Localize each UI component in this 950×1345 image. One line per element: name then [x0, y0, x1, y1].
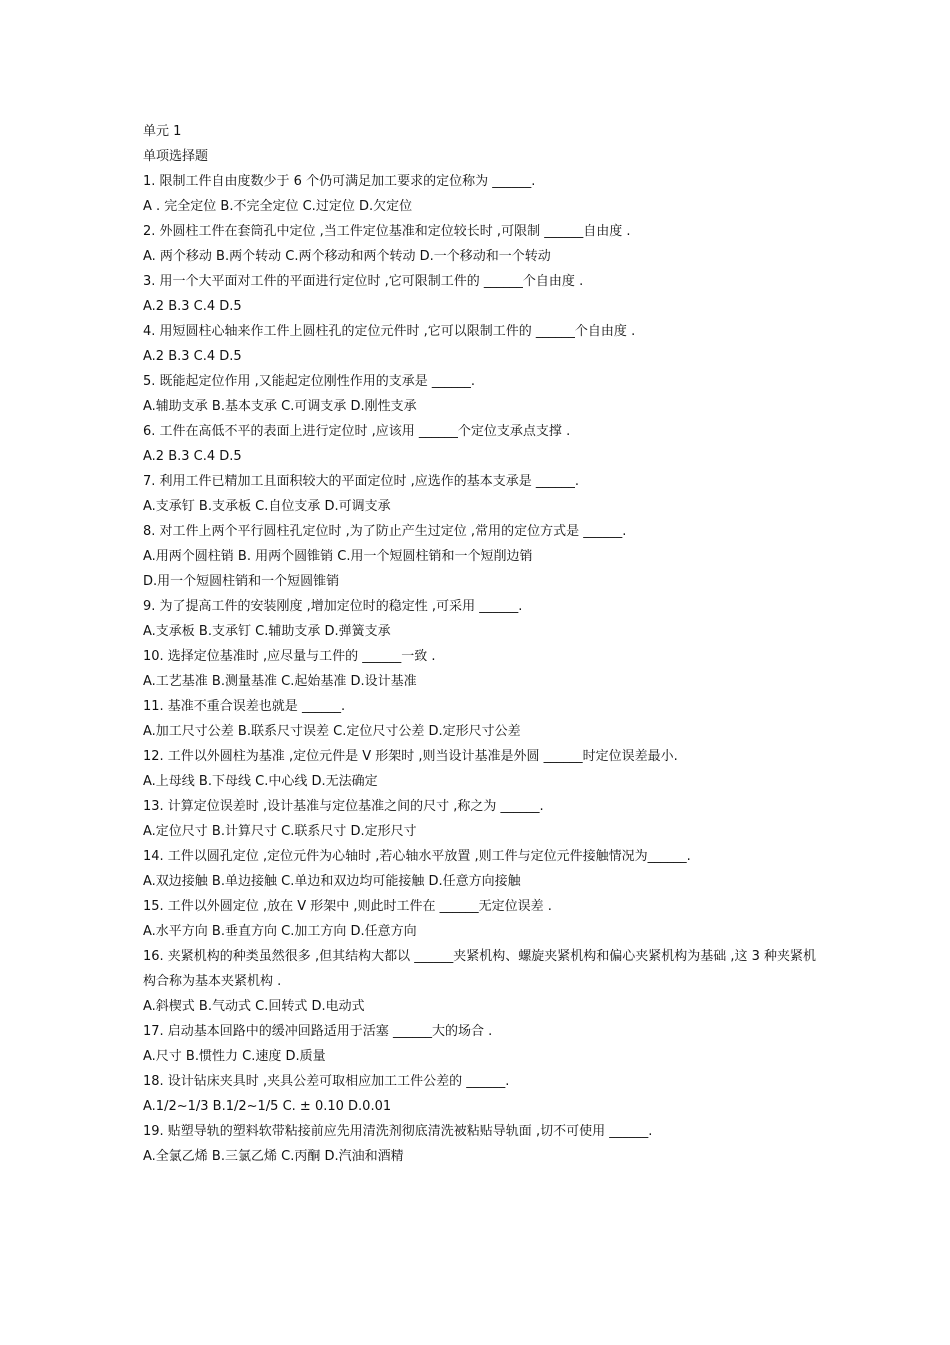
question-text: 19. 贴塑导轨的塑料软带粘接前应先用清洗剂彻底清洗被粘贴导轨面 ,切不可使用 ______.: [143, 1124, 653, 1139]
question-text: D.用一个短圆柱销和一个短圆锥销: [143, 574, 340, 589]
answer-options: A.用两个圆柱销 B. 用两个圆锥销 C.用一个短圆柱销和一个短削边销: [143, 549, 533, 564]
question-text: 17. 启动基本回路中的缓冲回路适用于活塞 ______大的场合 .: [143, 1024, 493, 1039]
question-text: 13. 计算定位误差时 ,设计基准与定位基准之间的尺寸 ,称之为 ______.: [143, 799, 544, 814]
question-text: 11. 基准不重合误差也就是 ______.: [143, 699, 346, 714]
question-text: 10. 选择定位基准时 ,应尽量与工件的 ______一致 .: [143, 649, 436, 664]
answer-options: A.尺寸 B.惯性力 C.速度 D.质量: [143, 1049, 326, 1064]
answer-options: A.水平方向 B.垂直方向 C.加工方向 D.任意方向: [143, 924, 417, 939]
section-title: 单项选择题: [143, 149, 209, 164]
answer-options: A.加工尺寸公差 B.联系尺寸误差 C.定位尺寸公差 D.定形尺寸公差: [143, 724, 521, 739]
answer-options: A . 完全定位 B.不完全定位 C.过定位 D.欠定位: [143, 199, 413, 214]
question-text: 14. 工件以圆孔定位 ,定位元件为心轴时 ,若心轴水平放置 ,则工件与定位元件接触情况为______.: [143, 849, 691, 864]
question-text: 15. 工件以外圆定位 ,放在 V 形架中 ,则此时工件在 ______无定位误差 .: [143, 899, 552, 914]
question-text: 7. 利用工件已精加工且面积较大的平面定位时 ,应选作的基本支承是 ______.: [143, 474, 580, 489]
answer-options: A.2 B.3 C.4 D.5: [143, 349, 242, 364]
answer-options: A.上母线 B.下母线 C.中心线 D.无法确定: [143, 774, 378, 789]
answer-options: A.斜楔式 B.气动式 C.回转式 D.电动式: [143, 999, 365, 1014]
answer-options: A.双边接触 B.单边接触 C.单边和双边均可能接触 D.任意方向接触: [143, 874, 521, 889]
unit-title: 单元 1: [143, 124, 182, 139]
question-text: 2. 外圆柱工件在套筒孔中定位 ,当工件定位基准和定位较长时 ,可限制 ______自由度 .: [143, 224, 631, 239]
question-text: 16. 夹紧机构的种类虽然很多 ,但其结构大都以 ______夹紧机构、螺旋夹紧机构和偏心夹紧机构为基础 ,这 3 种夹紧机构合称为基本夹紧机构 .: [143, 949, 817, 989]
question-text: 3. 用一个大平面对工件的平面进行定位时 ,它可限制工件的 ______个自由度 .: [143, 274, 584, 289]
question-text: 18. 设计钻床夹具时 ,夹具公差可取相应加工工件公差的 ______.: [143, 1074, 510, 1089]
answer-options: A.2 B.3 C.4 D.5: [143, 299, 242, 314]
question-text: 5. 既能起定位作用 ,又能起定位刚性作用的支承是 ______.: [143, 374, 476, 389]
answer-options: A.定位尺寸 B.计算尺寸 C.联系尺寸 D.定形尺寸: [143, 824, 417, 839]
question-list: [143, 169, 823, 1169]
question-text: 12. 工件以外圆柱为基准 ,定位元件是 V 形架时 ,则当设计基准是外圆 ______时定位误差最小.: [143, 749, 678, 764]
question-text: 8. 对工件上两个平行圆柱孔定位时 ,为了防止产生过定位 ,常用的定位方式是 ______.: [143, 524, 627, 539]
answer-options: A.2 B.3 C.4 D.5: [143, 449, 242, 464]
document-body: [143, 119, 823, 1169]
answer-options: A.支承板 B.支承钉 C.辅助支承 D.弹簧支承: [143, 624, 391, 639]
question-text: 9. 为了提高工件的安装刚度 ,增加定位时的稳定性 ,可采用 ______.: [143, 599, 523, 614]
answer-options: A.支承钉 B.支承板 C.自位支承 D.可调支承: [143, 499, 391, 514]
answer-options: A.1/2~1/3 B.1/2~1/5 C. ± 0.10 D.0.01: [143, 1099, 392, 1114]
question-text: 6. 工件在高低不平的表面上进行定位时 ,应该用 ______个定位支承点支撑 .: [143, 424, 571, 439]
question-text: 4. 用短圆柱心轴来作工件上圆柱孔的定位元件时 ,它可以限制工件的 ______个自由度 .: [143, 324, 636, 339]
answer-options: A.辅助支承 B.基本支承 C.可调支承 D.刚性支承: [143, 399, 417, 414]
answer-options: A.工艺基准 B.测量基准 C.起始基准 D.设计基准: [143, 674, 417, 689]
question-text: 1. 限制工件自由度数少于 6 个仍可满足加工要求的定位称为 ______.: [143, 174, 536, 189]
answer-options: A. 两个移动 B.两个转动 C.两个移动和两个转动 D.一个移动和一个转动: [143, 249, 551, 264]
answer-options: A.全氯乙烯 B.三氯乙烯 C.丙酮 D.汽油和酒精: [143, 1149, 404, 1164]
